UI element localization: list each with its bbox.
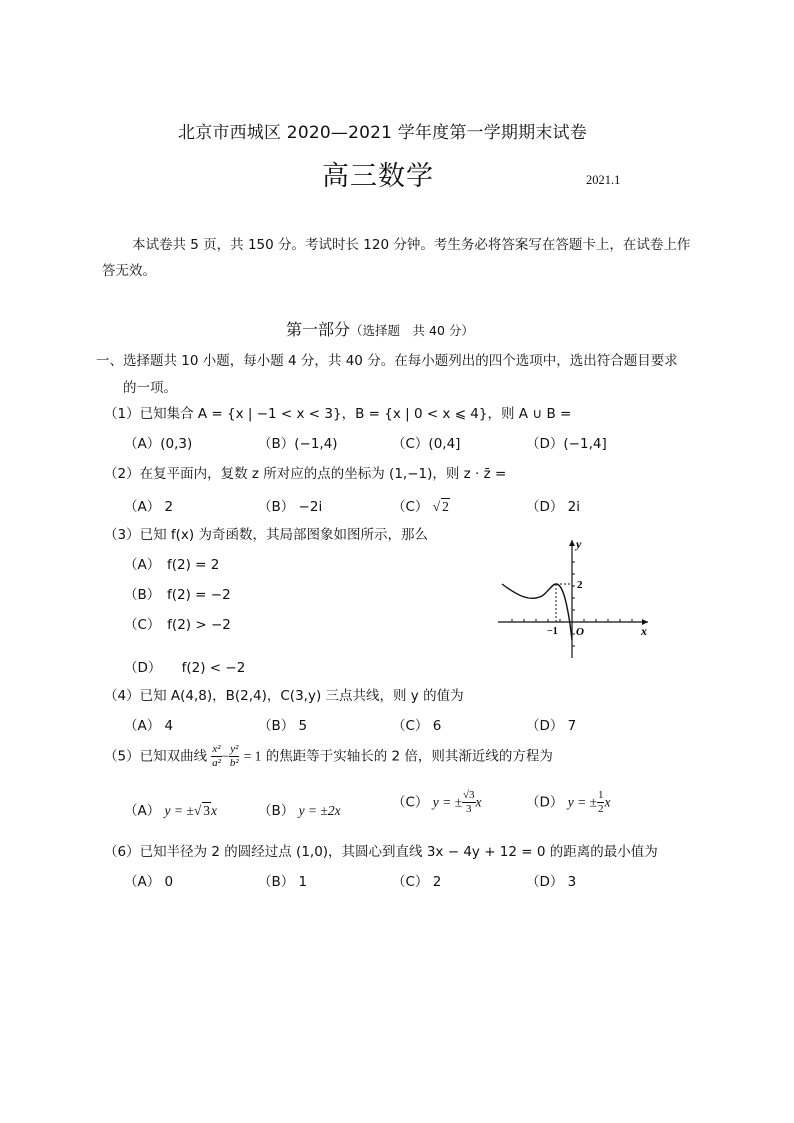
option-value: y = ±2x xyxy=(298,803,341,818)
option-value-suffix: x xyxy=(604,794,611,810)
option-value-suffix: x xyxy=(475,794,482,810)
origin-label: O xyxy=(576,626,584,638)
question-2-option-b: （B） −2i xyxy=(258,499,323,515)
fraction-denominator: a² xyxy=(212,757,221,769)
y-axis-arrow xyxy=(569,540,575,546)
question-5-option-a xyxy=(124,799,217,819)
fraction-numerator: √3 xyxy=(463,789,475,801)
question-5-stem xyxy=(104,744,553,769)
sqrt-symbol: √ xyxy=(193,803,202,818)
subject-title: 高三数学 xyxy=(322,161,434,192)
question-5-stem-suffix: 的焦距等于实轴长的 2 倍，则其渐近线的方程为 xyxy=(265,748,553,765)
question-6-stem: （6）已知半径为 2 的圆经过点 (1,0)，其圆心到直线 3x − 4y + 12 = 0 的距离的最小值为 xyxy=(104,844,658,860)
fraction-numerator: x² xyxy=(212,743,221,755)
equation-tail: = 1 xyxy=(243,748,262,764)
section-heading-line2: 的一项。 xyxy=(123,380,177,396)
fraction-sqrt3-over-3 xyxy=(462,790,476,815)
question-2-option-c xyxy=(392,495,450,515)
function-graph xyxy=(494,536,654,662)
y-axis-label: y xyxy=(576,537,582,551)
fraction-denominator: 2 xyxy=(597,803,604,815)
question-2-stem: （2）在复平面内，复数 z 所对应的点的坐标为 (1,−1)，则 z · z̄ = xyxy=(104,466,507,482)
question-2-option-a: （A） 2 xyxy=(124,499,174,515)
y-tick-label: 2 xyxy=(577,579,583,591)
question-1-option-c: （C）(0,4] xyxy=(392,436,461,452)
question-1-stem: （1）已知集合 A = {x | −1 < x < 3}，B = {x | 0 < x ⩽ 4}，则 A ∪ B = xyxy=(104,406,572,422)
sqrt-symbol: √ xyxy=(432,499,441,514)
question-4-option-a: （A） 4 xyxy=(124,718,174,734)
option-value-prefix: y = ± xyxy=(164,803,194,818)
question-6-option-a: （A） 0 xyxy=(124,874,174,890)
option-label: （A） xyxy=(124,803,161,819)
fraction-numerator: y² xyxy=(230,743,239,755)
exam-date: 2021.1 xyxy=(586,173,621,187)
fraction-numerator: 1 xyxy=(597,789,604,801)
question-3-option-c: （C） f(2) > −2 xyxy=(124,617,231,633)
question-1-option-b: （B）(−1,4) xyxy=(258,436,338,452)
fraction-denominator: b² xyxy=(229,757,239,769)
question-4-option-b: （B） 5 xyxy=(258,718,308,734)
question-2-option-c-label: （C） xyxy=(392,499,429,515)
x-tick-label: −1 xyxy=(547,626,558,637)
part-subtitle: （选择题 共 40 分） xyxy=(350,323,474,338)
option-label: （B） xyxy=(258,803,295,819)
option-value-prefix: y = ± xyxy=(432,794,462,810)
question-4-option-c: （C） 6 xyxy=(392,718,442,734)
option-label: （C） xyxy=(392,794,429,811)
question-3-option-b: （B） f(2) = −2 xyxy=(124,587,231,603)
question-1-option-a: （A）(0,3) xyxy=(124,436,193,452)
question-1-option-d: （D）(−1,4] xyxy=(526,436,607,452)
question-3-option-a: （A） f(2) = 2 xyxy=(124,557,220,573)
radicand: 3 xyxy=(203,803,210,818)
part-title xyxy=(286,317,474,340)
fraction-denominator: 3 xyxy=(466,803,472,815)
function-curve xyxy=(502,584,572,640)
question-3-stem: （3）已知 f(x) 为奇函数，其局部图象如图所示，那么 xyxy=(104,527,428,543)
question-5-option-c xyxy=(392,790,482,815)
minus-sign: − xyxy=(221,748,230,764)
question-6-option-c: （C） 2 xyxy=(392,874,442,890)
fraction-x2-a2 xyxy=(211,744,221,769)
part-title-main: 第一部分 xyxy=(286,320,351,339)
fraction-y2-b2 xyxy=(229,744,239,769)
option-value-prefix: y = ± xyxy=(567,794,597,810)
x-axis-label: x xyxy=(641,624,647,638)
exam-header-title: 北京市西城区 2020—2021 学年度第一学期期末试卷 xyxy=(178,123,587,143)
question-4-option-d: （D） 7 xyxy=(526,718,577,734)
option-value-suffix: x xyxy=(210,803,217,818)
section-heading xyxy=(96,348,696,402)
exam-instructions: 本试卷共 5 页，共 150 分。考试时长 120 分钟。考生务必将答案写在答题卡上，在试卷上作答无效。 xyxy=(102,237,691,279)
question-4-stem: （4）已知 A(4,8)，B(2,4)，C(3,y) 三点共线，则 y 的值为 xyxy=(104,688,464,704)
question-5-option-b xyxy=(258,799,341,819)
section-heading-line1: 一、选择题共 10 小题，每小题 4 分，共 40 分。在每小题列出的四个选项中，选出符合题目要求 xyxy=(96,353,678,369)
question-6-option-b: （B） 1 xyxy=(258,874,308,890)
question-3-option-d: （D） f(2) < −2 xyxy=(124,660,246,676)
question-5-option-d xyxy=(526,790,610,815)
question-2-option-d: （D） 2i xyxy=(526,499,581,515)
option-label: （D） xyxy=(526,794,564,811)
question-5-stem-prefix: （5）已知双曲线 xyxy=(104,748,208,765)
question-2-option-c-radicand: 2 xyxy=(442,499,449,514)
question-6-option-d: （D） 3 xyxy=(526,874,577,890)
